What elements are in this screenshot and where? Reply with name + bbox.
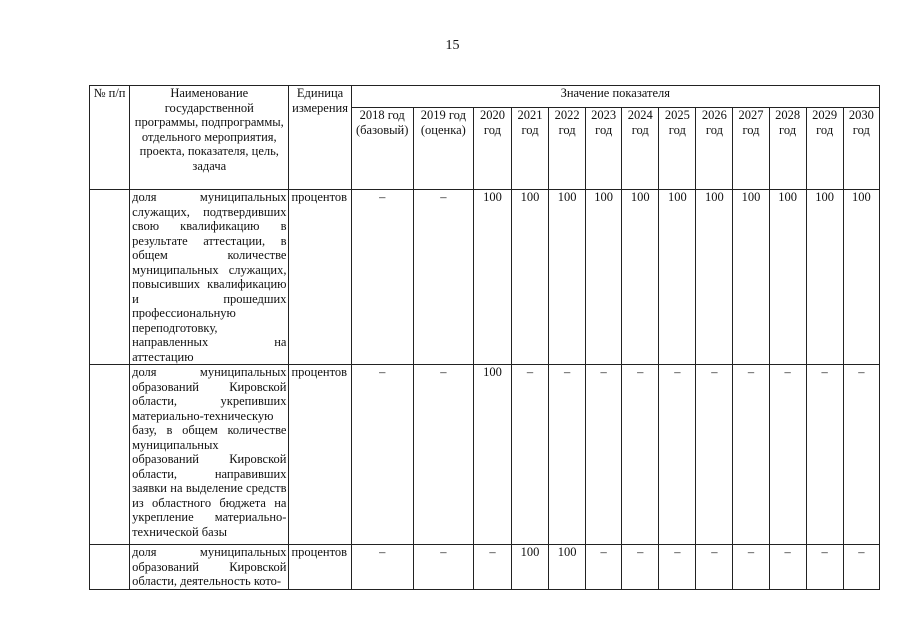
row-unit: процентов [289, 545, 351, 590]
row-value: 100 [806, 190, 843, 365]
row-value: – [769, 545, 806, 590]
year-header: 2025 год [659, 108, 696, 190]
row-value: 100 [769, 190, 806, 365]
row-value: – [586, 545, 622, 590]
row-value: 100 [696, 190, 733, 365]
row-value: 100 [659, 190, 696, 365]
row-value: – [659, 365, 696, 545]
row-value: – [413, 190, 473, 365]
header-value-group: Значение показателя [351, 86, 879, 108]
indicators-table [89, 85, 880, 590]
row-num [90, 545, 130, 590]
table-row [90, 365, 880, 545]
row-value: – [549, 365, 586, 545]
row-value: – [806, 545, 843, 590]
row-unit: процентов [289, 190, 351, 365]
row-value: – [843, 545, 879, 590]
row-value: 100 [733, 190, 769, 365]
row-value: – [473, 545, 511, 590]
row-value: – [413, 545, 473, 590]
row-name: доля муниципальных образований Кировской области, укрепивших материально-техническую базу, в общем количестве муниципальных образований Кировской области, направивших заявки на выделение средств из областного бюджета на укрепление материально-технической базы [130, 365, 289, 545]
row-value: 100 [511, 545, 548, 590]
table-row [90, 545, 880, 590]
year-header: 2019 год (оценка) [413, 108, 473, 190]
year-header: 2026 год [696, 108, 733, 190]
row-value: 100 [473, 365, 511, 545]
row-value: – [733, 365, 769, 545]
year-header: 2024 год [622, 108, 659, 190]
row-value: 100 [549, 190, 586, 365]
year-header: 2022 год [549, 108, 586, 190]
year-header: 2021 год [511, 108, 548, 190]
year-header: 2027 год [733, 108, 769, 190]
row-name: доля муниципальных образований Кировской области, деятельность кото- [130, 545, 289, 590]
row-value: – [586, 365, 622, 545]
row-value: – [769, 365, 806, 545]
row-value: 100 [586, 190, 622, 365]
row-value: 100 [843, 190, 879, 365]
header-row-1 [90, 86, 880, 108]
row-value: – [696, 545, 733, 590]
row-name: доля муниципальных служащих, подтвердивших свою квалификацию в результате аттестации, в общем количестве муниципальных служащих, повысивших квалификацию и прошедших профессиональную переподготовку, направленных на аттестацию [130, 190, 289, 365]
row-value: 100 [622, 190, 659, 365]
row-value: – [733, 545, 769, 590]
year-header: 2030 год [843, 108, 879, 190]
table-row [90, 190, 880, 365]
row-value: – [659, 545, 696, 590]
row-value: – [806, 365, 843, 545]
row-value: 100 [549, 545, 586, 590]
year-header: 2018 год (базовый) [351, 108, 413, 190]
row-value: – [351, 545, 413, 590]
header-name: Наименование государственной программы, подпрограммы, отдельного мероприятия, проекта, показателя, цель, задача [130, 86, 289, 190]
row-value: – [696, 365, 733, 545]
row-value: – [413, 365, 473, 545]
year-header: 2029 год [806, 108, 843, 190]
header-unit: Единица измерения [289, 86, 351, 190]
row-value: 100 [511, 190, 548, 365]
header-num: № п/п [90, 86, 130, 190]
row-value: – [622, 365, 659, 545]
row-value: – [351, 365, 413, 545]
row-num [90, 365, 130, 545]
year-header: 2023 год [586, 108, 622, 190]
year-header: 2028 год [769, 108, 806, 190]
row-value: 100 [473, 190, 511, 365]
row-value: – [843, 365, 879, 545]
row-value: – [622, 545, 659, 590]
page-number: 15 [445, 38, 460, 53]
row-value: – [511, 365, 548, 545]
row-num [90, 190, 130, 365]
row-value: – [351, 190, 413, 365]
row-unit: процентов [289, 365, 351, 545]
year-header: 2020 год [473, 108, 511, 190]
